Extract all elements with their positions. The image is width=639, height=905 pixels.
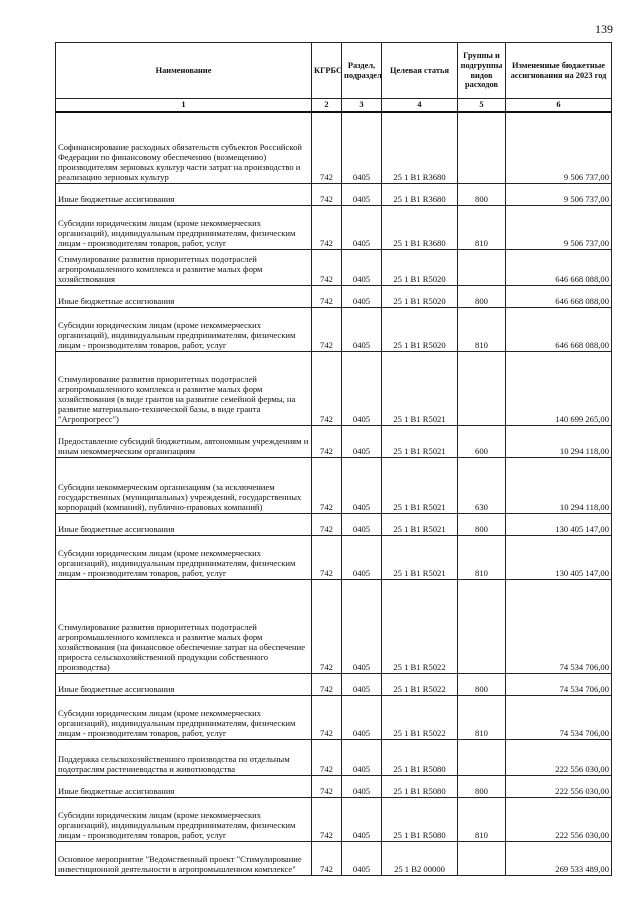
row-name: Стимулирование развития приоритетных подотраслей агропромышленного комплекса и развитие малых форм хозяйствования (на финансовое обеспечение затрат на обеспечение прироста сельскохозяйственной продукции собственного производства) bbox=[56, 580, 312, 674]
row-kgrbs: 742 bbox=[312, 536, 342, 580]
row-kgrbs: 742 bbox=[312, 514, 342, 536]
row-expense-group: 810 bbox=[458, 206, 506, 250]
row-kgrbs: 742 bbox=[312, 426, 342, 458]
row-target-article: 25 1 B1 R5080 bbox=[382, 776, 458, 798]
column-index: 3 bbox=[342, 99, 382, 112]
row-section: 0405 bbox=[342, 514, 382, 536]
row-kgrbs: 742 bbox=[312, 206, 342, 250]
row-target-article: 25 1 B1 R3680 bbox=[382, 206, 458, 250]
row-expense-group: 810 bbox=[458, 798, 506, 842]
table-row bbox=[56, 696, 612, 740]
row-section: 0405 bbox=[342, 842, 382, 876]
column-index: 5 bbox=[458, 99, 506, 112]
table-header-row bbox=[56, 43, 612, 99]
row-expense-group: 800 bbox=[458, 286, 506, 308]
row-target-article: 25 1 B1 R5021 bbox=[382, 458, 458, 514]
row-target-article: 25 1 B1 R3680 bbox=[382, 184, 458, 206]
row-name: Субсидии юридическим лицам (кроме некоммерческих организаций), индивидуальным предпринимателям, физическим лицам - производителям товаров, работ, услуг bbox=[56, 308, 312, 352]
row-expense-group bbox=[458, 352, 506, 426]
row-target-article: 25 1 B1 R5022 bbox=[382, 580, 458, 674]
header-name: Наименование bbox=[56, 43, 312, 99]
row-amount: 269 533 489,00 bbox=[506, 842, 612, 876]
row-amount: 9 506 737,00 bbox=[506, 112, 612, 184]
row-section: 0405 bbox=[342, 308, 382, 352]
column-index-row bbox=[56, 99, 612, 112]
budget-table bbox=[55, 42, 612, 876]
table-row bbox=[56, 112, 612, 184]
row-section: 0405 bbox=[342, 206, 382, 250]
row-section: 0405 bbox=[342, 740, 382, 776]
row-amount: 646 668 088,00 bbox=[506, 250, 612, 286]
column-index: 2 bbox=[312, 99, 342, 112]
column-index: 1 bbox=[56, 99, 312, 112]
row-kgrbs: 742 bbox=[312, 352, 342, 426]
row-name: Иные бюджетные ассигнования bbox=[56, 514, 312, 536]
row-expense-group bbox=[458, 112, 506, 184]
row-target-article: 25 1 B1 R5020 bbox=[382, 308, 458, 352]
row-target-article: 25 1 B1 R5080 bbox=[382, 798, 458, 842]
table-row bbox=[56, 308, 612, 352]
column-index: 4 bbox=[382, 99, 458, 112]
row-target-article: 25 1 B1 R5021 bbox=[382, 352, 458, 426]
row-expense-group: 800 bbox=[458, 514, 506, 536]
row-amount: 130 405 147,00 bbox=[506, 536, 612, 580]
row-amount: 222 556 030,00 bbox=[506, 776, 612, 798]
header-groups: Группы и подгруппы видов расходов bbox=[458, 43, 506, 99]
table-row bbox=[56, 514, 612, 536]
row-target-article: 25 1 B1 R5021 bbox=[382, 426, 458, 458]
row-amount: 130 405 147,00 bbox=[506, 514, 612, 536]
row-expense-group: 630 bbox=[458, 458, 506, 514]
table-row bbox=[56, 286, 612, 308]
row-amount: 222 556 030,00 bbox=[506, 798, 612, 842]
row-expense-group bbox=[458, 250, 506, 286]
row-amount: 74 534 706,00 bbox=[506, 580, 612, 674]
row-section: 0405 bbox=[342, 536, 382, 580]
row-kgrbs: 742 bbox=[312, 286, 342, 308]
row-kgrbs: 742 bbox=[312, 580, 342, 674]
table-row bbox=[56, 426, 612, 458]
row-name: Стимулирование развития приоритетных подотраслей агропромышленного комплекса и развитие малых форм хозяйствования (в виде грантов на развитие семейной фермы, на развитие материально-технической базы, в виде гранта "Агропрогресс") bbox=[56, 352, 312, 426]
row-section: 0405 bbox=[342, 426, 382, 458]
row-name: Основное мероприятие "Ведомственный проект "Стимулирование инвестиционной деятельности в агропромышленном комплексе" bbox=[56, 842, 312, 876]
row-target-article: 25 1 B1 R3680 bbox=[382, 112, 458, 184]
row-expense-group: 810 bbox=[458, 308, 506, 352]
table-row bbox=[56, 458, 612, 514]
row-name: Предоставление субсидий бюджетным, автономным учреждениям и иным некоммерческим организациям bbox=[56, 426, 312, 458]
row-section: 0405 bbox=[342, 112, 382, 184]
row-kgrbs: 742 bbox=[312, 184, 342, 206]
row-target-article: 25 1 B1 R5020 bbox=[382, 286, 458, 308]
row-target-article: 25 1 B1 R5022 bbox=[382, 674, 458, 696]
header-section: Раздел, подраздел bbox=[342, 43, 382, 99]
row-section: 0405 bbox=[342, 696, 382, 740]
row-kgrbs: 742 bbox=[312, 250, 342, 286]
row-amount: 140 699 265,00 bbox=[506, 352, 612, 426]
row-kgrbs: 742 bbox=[312, 842, 342, 876]
row-target-article: 25 1 B2 00000 bbox=[382, 842, 458, 876]
row-name: Иные бюджетные ассигнования bbox=[56, 286, 312, 308]
row-amount: 646 668 088,00 bbox=[506, 308, 612, 352]
row-name: Субсидии юридическим лицам (кроме некоммерческих организаций), индивидуальным предпринимателям, физическим лицам - производителям товаров, работ, услуг bbox=[56, 696, 312, 740]
row-name: Стимулирование развития приоритетных подотраслей агропромышленного комплекса и развитие малых форм хозяйствования bbox=[56, 250, 312, 286]
row-section: 0405 bbox=[342, 184, 382, 206]
table-row bbox=[56, 580, 612, 674]
row-expense-group bbox=[458, 580, 506, 674]
row-expense-group: 800 bbox=[458, 776, 506, 798]
row-expense-group: 810 bbox=[458, 696, 506, 740]
table-row bbox=[56, 798, 612, 842]
row-name: Поддержка сельскохозяйственного производства по отдельным подотраслям растениеводства и животноводства bbox=[56, 740, 312, 776]
row-expense-group bbox=[458, 740, 506, 776]
column-index: 6 bbox=[506, 99, 612, 112]
row-name: Иные бюджетные ассигнования bbox=[56, 776, 312, 798]
row-amount: 9 506 737,00 bbox=[506, 206, 612, 250]
table-row bbox=[56, 842, 612, 876]
page-number: 139 bbox=[595, 22, 613, 36]
row-section: 0405 bbox=[342, 580, 382, 674]
header-target: Целевая статья bbox=[382, 43, 458, 99]
row-name: Субсидии юридическим лицам (кроме некоммерческих организаций), индивидуальным предпринимателям, физическим лицам - производителям товаров, работ, услуг bbox=[56, 536, 312, 580]
row-target-article: 25 1 B1 R5022 bbox=[382, 696, 458, 740]
row-kgrbs: 742 bbox=[312, 696, 342, 740]
header-amount: Измененные бюджетные ассигнования на 2023 год bbox=[506, 43, 612, 99]
row-amount: 222 556 030,00 bbox=[506, 740, 612, 776]
table-row bbox=[56, 250, 612, 286]
row-kgrbs: 742 bbox=[312, 458, 342, 514]
row-amount: 74 534 706,00 bbox=[506, 696, 612, 740]
row-name: Иные бюджетные ассигнования bbox=[56, 674, 312, 696]
table-row bbox=[56, 536, 612, 580]
row-amount: 646 668 088,00 bbox=[506, 286, 612, 308]
row-kgrbs: 742 bbox=[312, 776, 342, 798]
table-row bbox=[56, 776, 612, 798]
row-section: 0405 bbox=[342, 458, 382, 514]
row-name: Субсидии некоммерческим организациям (за исключением государственных (муниципальных) учреждений, государственных корпораций (компаний), публично-правовых компаний) bbox=[56, 458, 312, 514]
row-section: 0405 bbox=[342, 286, 382, 308]
table-row bbox=[56, 352, 612, 426]
table-row bbox=[56, 206, 612, 250]
row-name: Субсидии юридическим лицам (кроме некоммерческих организаций), индивидуальным предпринимателям, физическим лицам - производителям товаров, работ, услуг bbox=[56, 206, 312, 250]
row-amount: 9 506 737,00 bbox=[506, 184, 612, 206]
table-row bbox=[56, 740, 612, 776]
row-target-article: 25 1 B1 R5021 bbox=[382, 536, 458, 580]
row-target-article: 25 1 B1 R5021 bbox=[382, 514, 458, 536]
row-amount: 74 534 706,00 bbox=[506, 674, 612, 696]
row-kgrbs: 742 bbox=[312, 798, 342, 842]
row-amount: 10 294 118,00 bbox=[506, 458, 612, 514]
row-expense-group: 800 bbox=[458, 184, 506, 206]
row-expense-group bbox=[458, 842, 506, 876]
table-row bbox=[56, 674, 612, 696]
row-amount: 10 294 118,00 bbox=[506, 426, 612, 458]
row-name: Софинансирование расходных обязательств субъектов Российской Федерации по финансовому обеспечению (возмещению) производителям зерновых культур части затрат на производство и реализацию зерновых культур bbox=[56, 112, 312, 184]
row-kgrbs: 742 bbox=[312, 674, 342, 696]
row-expense-group: 600 bbox=[458, 426, 506, 458]
row-name: Иные бюджетные ассигнования bbox=[56, 184, 312, 206]
row-section: 0405 bbox=[342, 352, 382, 426]
row-expense-group: 800 bbox=[458, 674, 506, 696]
row-expense-group: 810 bbox=[458, 536, 506, 580]
row-kgrbs: 742 bbox=[312, 308, 342, 352]
row-target-article: 25 1 B1 R5080 bbox=[382, 740, 458, 776]
row-section: 0405 bbox=[342, 250, 382, 286]
row-name: Субсидии юридическим лицам (кроме некоммерческих организаций), индивидуальным предпринимателям, физическим лицам - производителям товаров, работ, услуг bbox=[56, 798, 312, 842]
header-kgrbs: КГРБС bbox=[312, 43, 342, 99]
row-target-article: 25 1 B1 R5020 bbox=[382, 250, 458, 286]
row-section: 0405 bbox=[342, 776, 382, 798]
row-kgrbs: 742 bbox=[312, 112, 342, 184]
row-section: 0405 bbox=[342, 798, 382, 842]
row-section: 0405 bbox=[342, 674, 382, 696]
table-row bbox=[56, 184, 612, 206]
row-kgrbs: 742 bbox=[312, 740, 342, 776]
